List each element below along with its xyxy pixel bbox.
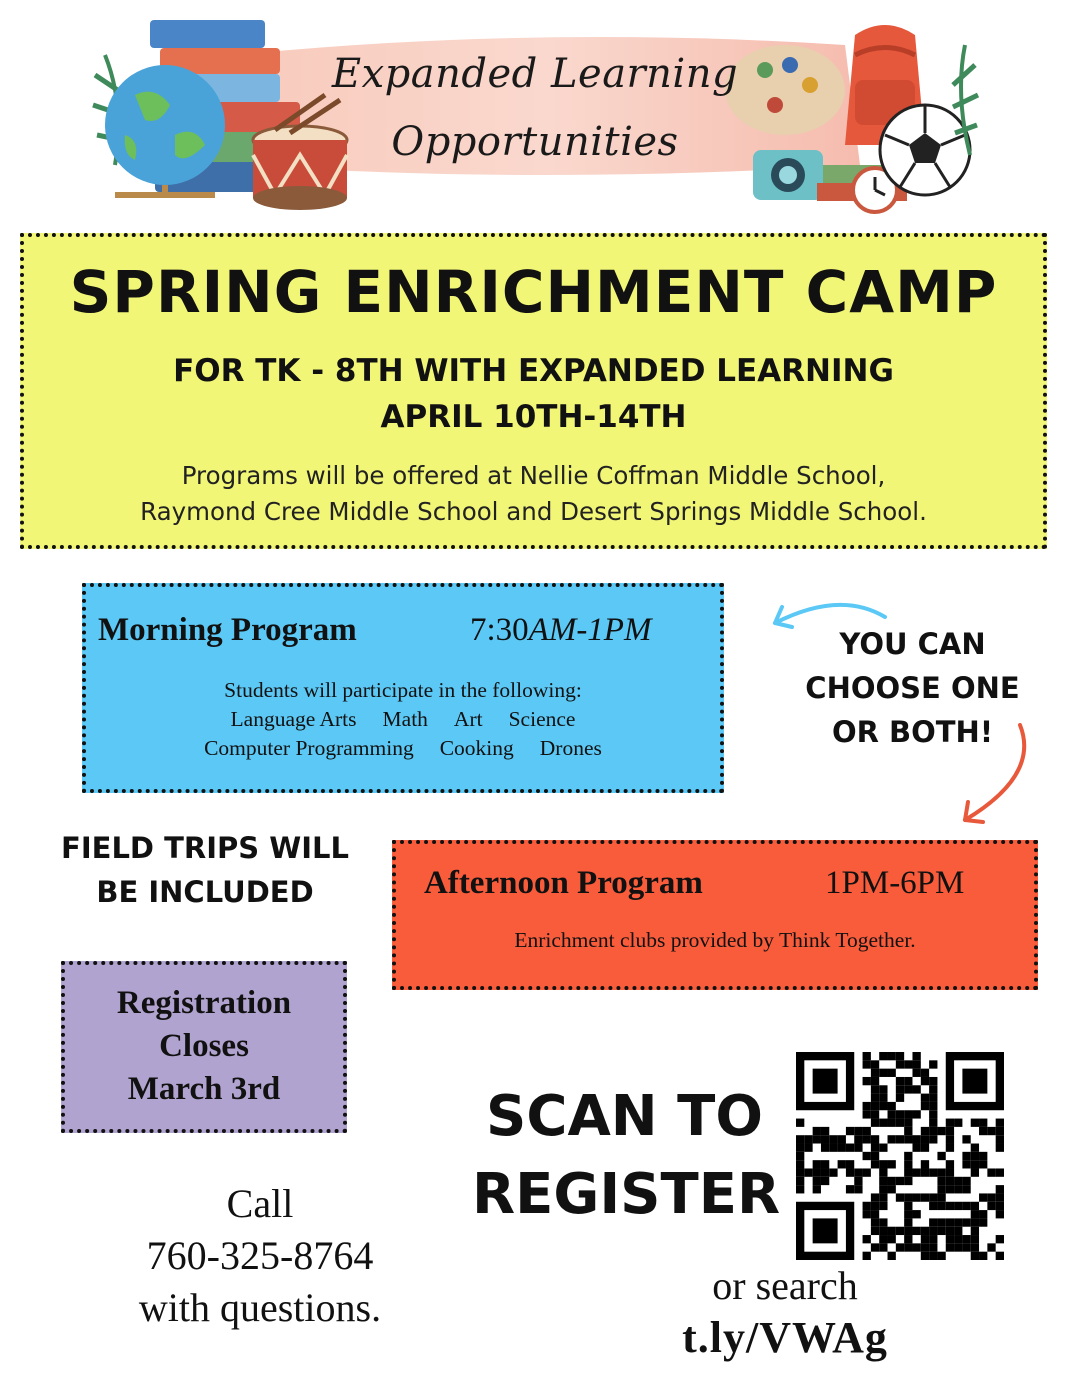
choose-note [780, 622, 1045, 754]
soccer-ball-icon [880, 105, 970, 195]
choose-note-line: CHOOSE ONE [805, 671, 1020, 705]
registration-line: March 3rd [127, 1071, 281, 1107]
call-label: Call [226, 1181, 294, 1226]
registration-line: Closes [159, 1028, 249, 1064]
scan-line: SCAN TO [486, 1084, 763, 1149]
phone-number[interactable]: 760-325-8764 [146, 1233, 374, 1278]
morning-program-description [82, 676, 724, 763]
header-title [300, 40, 770, 176]
morning-intro: Students will participate in the following: [224, 678, 582, 702]
field-trips-line: BE INCLUDED [96, 875, 314, 909]
morning-program-title: Morning Program [98, 612, 357, 648]
field-trips-note [40, 826, 370, 914]
registration-link[interactable]: t.ly/VWAg [682, 1313, 888, 1362]
activity-item: Art [453, 707, 483, 731]
activity-item: Drones [539, 736, 602, 760]
registration-deadline [61, 982, 347, 1111]
afternoon-program-description: Enrichment clubs provided by Think Together. [514, 928, 916, 952]
morning-program-time [470, 612, 651, 649]
activity-item: Science [508, 707, 576, 731]
camp-locations [20, 458, 1047, 530]
camp-title: SPRING ENRICHMENT CAMP [69, 258, 998, 326]
activity-item: Computer Programming [204, 736, 414, 760]
activity-row [82, 734, 724, 763]
camp-subtitle-line: FOR TK - 8TH WITH EXPANDED LEARNING [173, 353, 894, 389]
choose-note-line: OR BOTH! [831, 715, 994, 749]
morning-time-rest: AM-1PM [528, 612, 652, 648]
header-title-line: Expanded Learning [331, 51, 739, 97]
camp-dates: APRIL 10TH-14TH [380, 399, 687, 435]
qr-code-icon[interactable] [796, 1052, 1004, 1260]
camp-locations-line: Programs will be offered at Nellie Coffman Middle School, [181, 461, 886, 490]
contact-info [100, 1178, 420, 1334]
header-title-line: Opportunities [391, 119, 679, 165]
activity-item: Cooking [439, 736, 514, 760]
choose-note-line: YOU CAN [839, 627, 986, 661]
activity-item: Language Arts [230, 707, 357, 731]
activity-item: Math [382, 707, 428, 731]
registration-line: Registration [116, 985, 292, 1021]
afternoon-program-box [392, 840, 1038, 990]
afternoon-program-title: Afternoon Program [424, 865, 703, 901]
scan-to-register [472, 1078, 781, 1234]
field-trips-line: FIELD TRIPS WILL [61, 831, 349, 865]
scan-line: REGISTER [472, 1162, 781, 1227]
morning-time-start: 7:30 [470, 612, 529, 648]
camp-subtitle [20, 348, 1047, 440]
activity-row [82, 705, 724, 734]
camp-locations-line: Raymond Cree Middle School and Desert Springs Middle School. [140, 497, 927, 526]
search-label: or search [712, 1263, 858, 1308]
afternoon-program-time: 1PM-6PM [825, 865, 965, 901]
call-suffix: with questions. [138, 1285, 382, 1330]
